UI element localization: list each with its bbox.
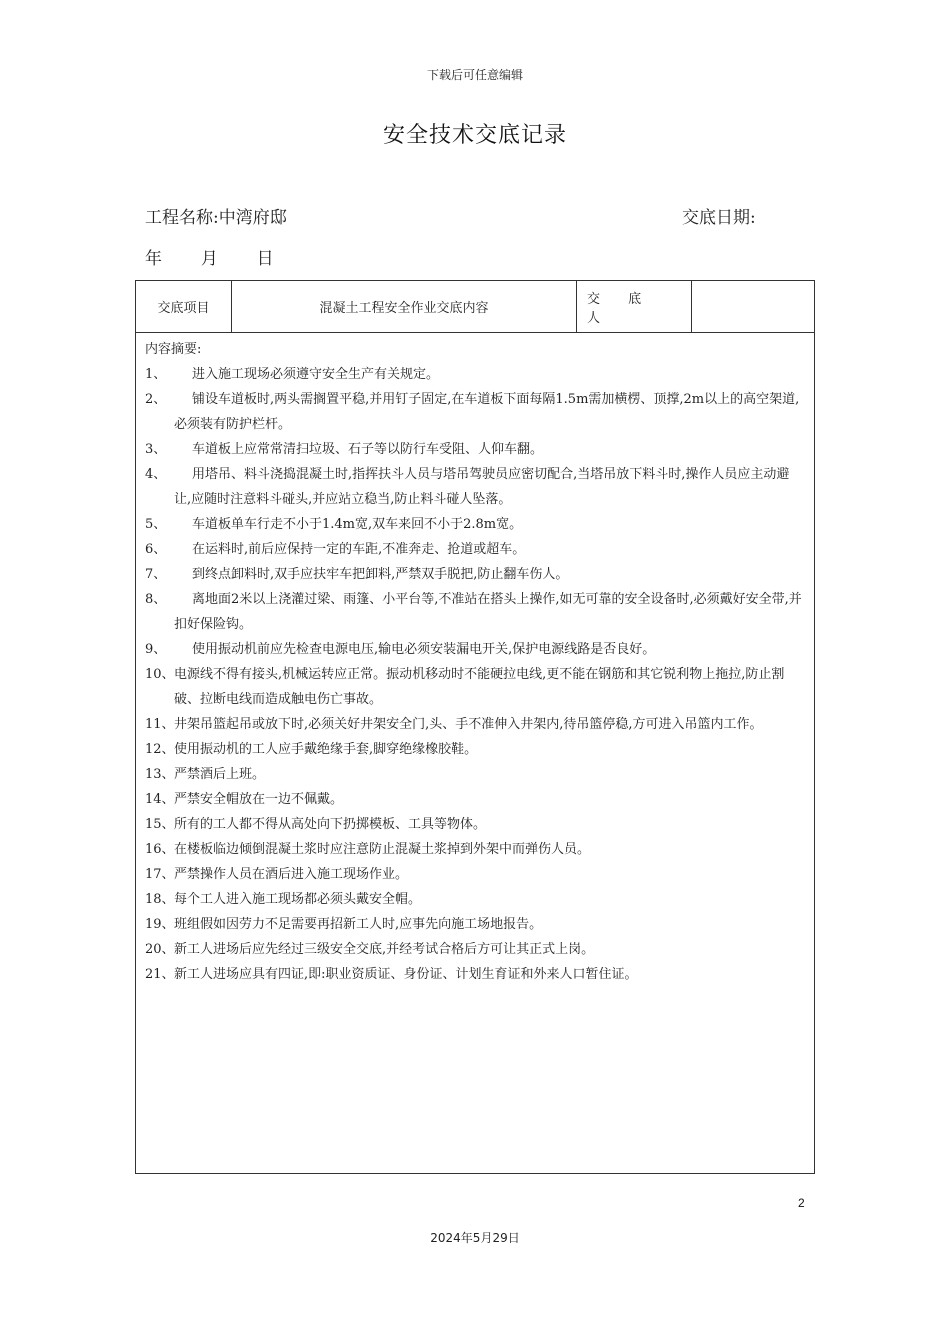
item-text: 所有的工人都不得从高处向下扔掷模板、工具等物体。: [174, 817, 487, 832]
item-text: 车道板上应常常清扫垃圾、石子等以防行车受阻、人仰车翻。: [192, 442, 544, 457]
item-text: 严禁酒后上班。: [174, 767, 266, 782]
item-number: 11、: [145, 717, 175, 732]
item-number: 18、: [145, 892, 175, 907]
item-number: 14、: [145, 792, 175, 807]
table-header-row: [136, 281, 814, 333]
list-item: [145, 937, 806, 962]
item-text: 进入施工现场必须遵守安全生产有关规定。: [192, 367, 440, 382]
item-number: 16、: [145, 842, 175, 857]
item-list: [145, 362, 806, 987]
item-text: 严禁安全帽放在一边不佩戴。: [174, 792, 344, 807]
date-month: 月: [200, 249, 218, 269]
item-text: 铺设车道板时,两头需搁置平稳,并用钉子固定,在车道板下面每隔1.5m需加横楞、顶撑,2m以上的高空架道,必须装有防护栏杆。: [174, 392, 800, 432]
item-number: 2、: [145, 392, 167, 407]
item-text: 使用振动机的工人应手戴绝缘手套,脚穿绝缘橡胶鞋。: [174, 742, 478, 757]
item-text: 使用振动机前应先检查电源电压,输电必须安装漏电开关,保护电源线路是否良好。: [192, 642, 656, 657]
item-number: 19、: [145, 917, 175, 932]
list-item: [145, 812, 806, 837]
item-text: 新工人进场应具有四证,即:职业资质证、身份证、计划生育证和外来人口暂住证。: [174, 967, 638, 982]
item-number: 4、: [145, 467, 167, 482]
list-item: [145, 462, 806, 512]
item-number: 6、: [145, 542, 167, 557]
project-info-line: [145, 203, 785, 228]
item-text: 在楼板临边倾倒混凝土浆时应注意防止混凝土浆掉到外架中而弹伤人员。: [174, 842, 591, 857]
list-item: [145, 387, 806, 437]
item-number: 8、: [145, 592, 167, 607]
item-number: 15、: [145, 817, 175, 832]
date-year: 年: [145, 249, 162, 269]
item-text: 每个工人进入施工现场都必须头戴安全帽。: [174, 892, 422, 907]
date-label: 交底日期:: [682, 208, 756, 228]
list-item: [145, 662, 806, 712]
summary-label: 内容摘要:: [145, 342, 202, 357]
item-number: 1、: [145, 367, 167, 382]
item-number: 20、: [145, 942, 175, 957]
project-name: 工程名称:中湾府邸: [145, 208, 287, 228]
item-text: 在运料时,前后应保持一定的车距,不准奔走、抢道或超车。: [192, 542, 526, 557]
list-item: [145, 512, 806, 537]
record-table: [135, 280, 815, 1174]
list-item: [145, 437, 806, 462]
footer-date: 2024年5月29日: [430, 1231, 520, 1245]
item-number: 12、: [145, 742, 175, 757]
item-text: 严禁操作人员在酒后进入施工现场作业。: [174, 867, 409, 882]
item-text: 新工人进场后应先经过三级安全交底,并经考试合格后方可让其正式上岗。: [174, 942, 595, 957]
list-item: [145, 712, 806, 737]
item-text: 班组假如因劳力不足需要再招新工人时,应事先向施工场地报告。: [174, 917, 543, 932]
list-item: [145, 637, 806, 662]
page-number: 2: [798, 1196, 805, 1210]
list-item: [145, 787, 806, 812]
item-number: 17、: [145, 867, 175, 882]
item-number: 3、: [145, 442, 167, 457]
person-label-cell: 交 底 人: [577, 281, 692, 332]
item-number: 5、: [145, 517, 167, 532]
item-number: 13、: [145, 767, 175, 782]
item-number: 9、: [145, 642, 167, 657]
date-day: 日: [256, 249, 274, 269]
list-item: [145, 862, 806, 887]
item-label-cell: 交底项目: [136, 281, 232, 332]
list-item: [145, 762, 806, 787]
date-line: [145, 244, 274, 269]
item-text: 电源线不得有接头,机械运转应正常。振动机移动时不能硬拉电线,更不能在钢筋和其它锐利物上拖拉,防止割破、拉断电线而造成触电伤亡事故。: [174, 667, 785, 707]
item-text: 用塔吊、料斗浇捣混凝土时,指挥扶斗人员与塔吊驾驶员应密切配合,当塔吊放下料斗时,操作人员应主动避让,应随时注意料斗碰头,并应站立稳当,防止料斗碰人坠落。: [174, 467, 790, 507]
item-text: 车道板单车行走不小于1.4m宽,双车来回不小于2.8m宽。: [192, 517, 523, 532]
item-value-cell: 混凝土工程安全作业交底内容: [232, 281, 577, 332]
top-note: 下载后可任意编辑: [426, 68, 523, 82]
list-item: [145, 537, 806, 562]
item-number: 7、: [145, 567, 167, 582]
list-item: [145, 912, 806, 937]
list-item: [145, 562, 806, 587]
item-text: 离地面2米以上浇灌过梁、雨篷、小平台等,不准站在搭头上操作,如无可靠的安全设备时,必须戴好安全带,并扣好保险钩。: [174, 592, 802, 632]
item-text: 到终点卸料时,双手应扶牢车把卸料,严禁双手脱把,防止翻车伤人。: [192, 567, 569, 582]
list-item: [145, 887, 806, 912]
list-item: [145, 587, 806, 637]
list-item: [145, 737, 806, 762]
item-text: 井架吊篮起吊或放下时,必须关好井架安全门,头、手不准伸入井架内,待吊篮停稳,方可进入吊篮内工作。: [174, 717, 763, 732]
person-value-cell: [692, 281, 814, 332]
list-item: [145, 837, 806, 862]
list-item: [145, 962, 806, 987]
item-number: 10、: [145, 667, 175, 682]
content-cell: [136, 333, 814, 987]
item-number: 21、: [145, 967, 175, 982]
list-item: [145, 362, 806, 387]
page-title: 安全技术交底记录: [382, 123, 567, 148]
